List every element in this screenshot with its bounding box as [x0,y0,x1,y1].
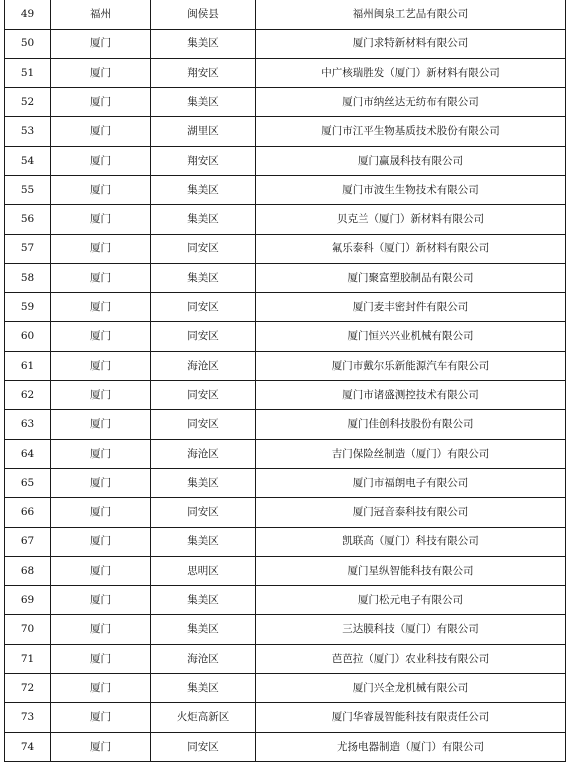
table-row [5,88,566,117]
row-number-cell: 49 [5,0,51,29]
city-cell: 厦门 [51,556,151,585]
table-row [5,117,566,146]
district-cell: 集美区 [151,205,256,234]
company-name-cell: 厦门佳创科技股份有限公司 [256,410,566,439]
city-cell: 厦门 [51,674,151,703]
row-number-cell: 65 [5,468,51,497]
table-row [5,556,566,585]
district-cell: 同安区 [151,293,256,322]
city-cell: 厦门 [51,703,151,732]
row-number-cell: 67 [5,527,51,556]
city-cell: 厦门 [51,234,151,263]
row-number-cell: 58 [5,263,51,292]
district-cell: 闽侯县 [151,0,256,29]
district-cell: 同安区 [151,732,256,761]
row-number-cell: 64 [5,439,51,468]
city-cell: 厦门 [51,146,151,175]
company-name-cell: 厦门市江平生物基质技术股份有限公司 [256,117,566,146]
city-cell: 福州 [51,0,151,29]
district-cell: 海沧区 [151,644,256,673]
row-number-cell: 71 [5,644,51,673]
company-name-cell: 凯联高（厦门）科技有限公司 [256,527,566,556]
district-cell: 翔安区 [151,58,256,87]
company-name-cell: 芭芭拉（厦门）农业科技有限公司 [256,644,566,673]
row-number-cell: 74 [5,732,51,761]
company-name-cell: 厦门麦丰密封件有限公司 [256,293,566,322]
company-name-cell: 厦门星纵智能科技有限公司 [256,556,566,585]
company-name-cell: 厦门求特新材料有限公司 [256,29,566,58]
city-cell: 厦门 [51,586,151,615]
table-row [5,615,566,644]
table-row [5,263,566,292]
company-name-cell: 中广核瑞胜发（厦门）新材料有限公司 [256,58,566,87]
table-row [5,410,566,439]
district-cell: 同安区 [151,381,256,410]
table-row [5,468,566,497]
district-cell: 翔安区 [151,146,256,175]
district-cell: 集美区 [151,468,256,497]
row-number-cell: 62 [5,381,51,410]
table-row [5,293,566,322]
city-cell: 厦门 [51,381,151,410]
company-name-cell: 厦门市福朗电子有限公司 [256,468,566,497]
row-number-cell: 59 [5,293,51,322]
city-cell: 厦门 [51,263,151,292]
city-cell: 厦门 [51,527,151,556]
district-cell: 集美区 [151,29,256,58]
table-row [5,439,566,468]
row-number-cell: 70 [5,615,51,644]
district-cell: 集美区 [151,615,256,644]
row-number-cell: 69 [5,586,51,615]
city-cell: 厦门 [51,117,151,146]
company-name-cell: 三达膜科技（厦门）有限公司 [256,615,566,644]
district-cell: 同安区 [151,234,256,263]
company-name-cell: 福州闽泉工艺品有限公司 [256,0,566,29]
table-row [5,0,566,29]
row-number-cell: 53 [5,117,51,146]
city-cell: 厦门 [51,439,151,468]
row-number-cell: 57 [5,234,51,263]
table-row [5,234,566,263]
table-row [5,322,566,351]
company-name-cell: 厦门市戴尔乐新能源汽车有限公司 [256,351,566,380]
company-name-cell: 厦门市诸盛测控技术有限公司 [256,381,566,410]
row-number-cell: 55 [5,175,51,204]
company-name-cell: 厦门恒兴兴业机械有限公司 [256,322,566,351]
company-name-cell: 厦门市波生生物技术有限公司 [256,175,566,204]
city-cell: 厦门 [51,205,151,234]
table-row [5,381,566,410]
district-cell: 集美区 [151,88,256,117]
city-cell: 厦门 [51,29,151,58]
table-row [5,674,566,703]
row-number-cell: 68 [5,556,51,585]
row-number-cell: 61 [5,351,51,380]
table-row [5,527,566,556]
district-cell: 同安区 [151,498,256,527]
row-number-cell: 72 [5,674,51,703]
district-cell: 集美区 [151,175,256,204]
district-cell: 同安区 [151,410,256,439]
city-cell: 厦门 [51,498,151,527]
company-name-cell: 尤扬电器制造（厦门）有限公司 [256,732,566,761]
row-number-cell: 56 [5,205,51,234]
company-name-cell: 厦门冠音泰科技有限公司 [256,498,566,527]
company-list-table [4,0,566,762]
district-cell: 集美区 [151,674,256,703]
city-cell: 厦门 [51,351,151,380]
table-row [5,703,566,732]
row-number-cell: 51 [5,58,51,87]
district-cell: 海沧区 [151,439,256,468]
table-row [5,175,566,204]
city-cell: 厦门 [51,615,151,644]
row-number-cell: 73 [5,703,51,732]
district-cell: 集美区 [151,586,256,615]
table-row [5,205,566,234]
table-row [5,586,566,615]
city-cell: 厦门 [51,293,151,322]
city-cell: 厦门 [51,468,151,497]
company-name-cell: 贝克兰（厦门）新材料有限公司 [256,205,566,234]
city-cell: 厦门 [51,322,151,351]
table-row [5,498,566,527]
city-cell: 厦门 [51,88,151,117]
company-name-cell: 吉门保险丝制造（厦门）有限公司 [256,439,566,468]
city-cell: 厦门 [51,410,151,439]
district-cell: 同安区 [151,322,256,351]
table-row [5,29,566,58]
row-number-cell: 50 [5,29,51,58]
company-name-cell: 厦门兴全龙机械有限公司 [256,674,566,703]
table-row [5,146,566,175]
table-row [5,732,566,761]
company-name-cell: 厦门赢晟科技有限公司 [256,146,566,175]
company-name-cell: 厦门市纳丝达无纺布有限公司 [256,88,566,117]
district-cell: 集美区 [151,263,256,292]
company-name-cell: 氟乐泰科（厦门）新材料有限公司 [256,234,566,263]
company-name-cell: 厦门华睿晟智能科技有限责任公司 [256,703,566,732]
district-cell: 思明区 [151,556,256,585]
company-name-cell: 厦门松元电子有限公司 [256,586,566,615]
table-row [5,644,566,673]
city-cell: 厦门 [51,175,151,204]
table-row [5,351,566,380]
city-cell: 厦门 [51,732,151,761]
district-cell: 火炬高新区 [151,703,256,732]
row-number-cell: 66 [5,498,51,527]
district-cell: 海沧区 [151,351,256,380]
company-list-body [5,0,566,761]
row-number-cell: 63 [5,410,51,439]
row-number-cell: 52 [5,88,51,117]
table-row [5,58,566,87]
row-number-cell: 54 [5,146,51,175]
company-name-cell: 厦门聚富塑胶制品有限公司 [256,263,566,292]
city-cell: 厦门 [51,644,151,673]
district-cell: 湖里区 [151,117,256,146]
row-number-cell: 60 [5,322,51,351]
district-cell: 集美区 [151,527,256,556]
city-cell: 厦门 [51,58,151,87]
